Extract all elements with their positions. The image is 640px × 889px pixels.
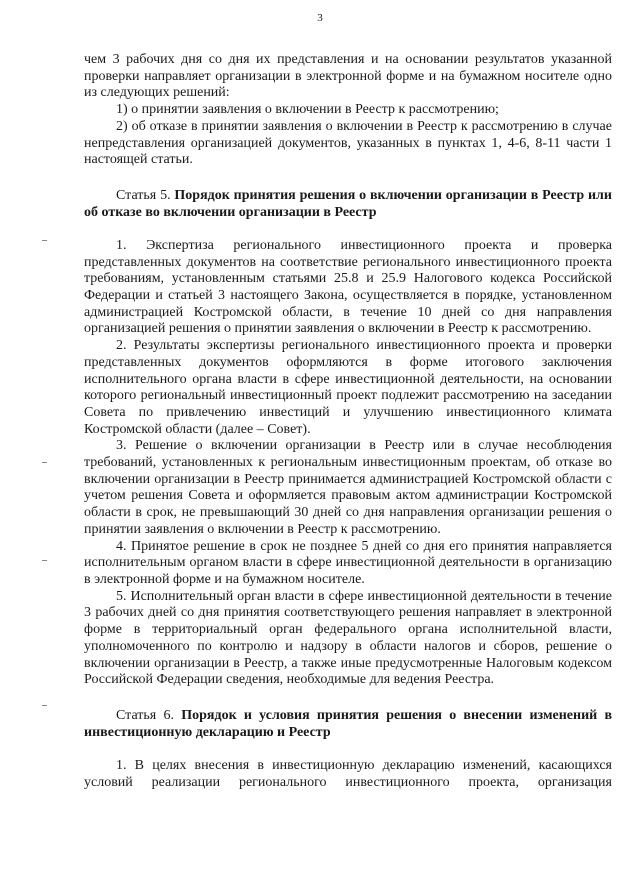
article-title: Порядок принятия решения о включении организации в Реестр или об отказе во включении организации в Реестр xyxy=(84,187,612,221)
article-title: Порядок и условия принятия решения о внесении изменений в инвестиционную декларацию и Реестр xyxy=(84,707,613,741)
article-6-item: 1. В целях внесения в инвестиционную декларацию изменений, касающихся условий реализации регионального инвестиционного проекта, организация xyxy=(84,757,612,790)
article-5-item: 2. Результаты экспертизы регионального инвестиционного проекта и проверки представленных документов оформляются в форме итогового заключения исполнительного органа власти в сфере инвестиционной деятельности, на основании которого региональный инвестиционный проект подлежит рассмотрению на заседании Совета по привлечению инвестиций и улучшению инвестиционного климата Костромской области (далее – Совет). xyxy=(84,338,612,437)
article-label: Статья 5. xyxy=(116,187,171,203)
page-number: 3 xyxy=(317,12,323,24)
article-label: Статья 6. xyxy=(116,707,174,723)
list-item: 1) о принятии заявления о включении в Реестр к рассмотрению; xyxy=(116,102,499,118)
article-5-item: 1. Экспертиза регионального инвестиционного проекта и проверка представленных документов на соответствие регионального инвестиционного проекта требованиям, установленным статьями 25.8 и 25.9 Налогового кодекса Российской Федерации и статьей 3 настоящего Закона, осуществляется в порядке, установленном администрацией Костромской области, в течение 10 дней со дня направления организацией решения о принятии заявления о включении в Реестр к рассмотрению. xyxy=(84,237,612,337)
paragraph: чем 3 рабочих дня со дня их представления и на основании результатов указанной проверки направляет организации в электронной форме и на бумажном носителе одно из следующих решений: xyxy=(84,52,612,101)
article-5-item: 3. Решение о включении организации в Реестр или в случае несоблюдения требований, установленных к региональным инвестиционным проектам, об отказе во включении организации в Реестр принимается администрацией Костромской области с учетом решения Совета и оформляется правовым актом администрации Костромской области в срок, не превышающий 30 дней со дня направления организации решения о принятии заявления о включении в Реестр к рассмотрению. xyxy=(84,438,612,537)
margin-mark xyxy=(42,560,47,561)
margin-mark xyxy=(42,705,47,706)
margin-mark xyxy=(42,462,47,463)
document-body xyxy=(84,52,612,791)
list-item: 2) об отказе в принятии заявления о включении в Реестр к рассмотрению в случае непредставления организацией документов, указанных в пунктах 1, 4-6, 8-11 части 1 настоящей статьи. xyxy=(84,118,612,168)
article-5-heading xyxy=(84,187,612,222)
article-5-item: 4. Принятое решение в срок не позднее 5 дней со дня его принятия направляется исполнительным органом власти в сфере инвестиционной деятельности в организацию в электронной форме и на бумажном носителе. xyxy=(84,538,612,587)
article-5-item: 5. Исполнительный орган власти в сфере инвестиционной деятельности в течение 3 рабочих дней со дня принятия соответствующего решения направляет в электронной форме в территориальный орган федерального органа исполнительной власти, уполномоченного по контролю и надзору в области налогов и сборов, решение о включении организации в Реестр, а также иные предусмотренные Налоговым кодексом Российской Федерации сведения, необходимые для ведения Реестра. xyxy=(84,588,612,688)
article-6-heading xyxy=(84,707,612,742)
margin-mark xyxy=(42,240,47,241)
